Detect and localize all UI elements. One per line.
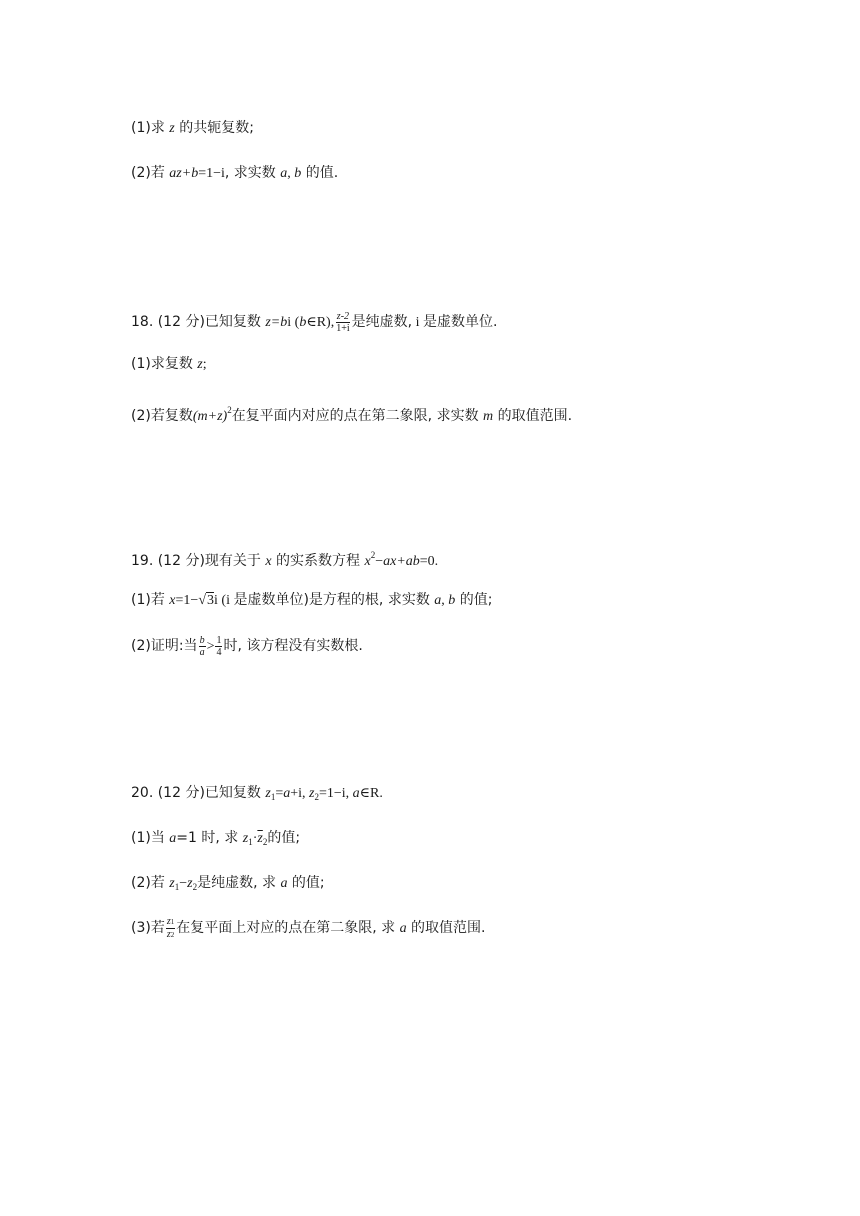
part-label: (2) [131, 408, 151, 424]
q17-part-2: (2)若 az+b=1−i, 求实数 a, b 的值. [131, 165, 339, 181]
question-score: (12 分) [153, 785, 205, 801]
q18-part-1: (1)求复数 z; [131, 356, 207, 372]
fraction: $\frac{b}{a}$ [199, 634, 205, 658]
q20-part-1: (1)当 a=1 时, 求 $z_1\cdot\overline{z}_2$的值; [131, 830, 301, 847]
q19-part-1: (1)若 x=1−√3i (i 是虚数单位)是方程的根, 求实数 a, b 的值; [131, 592, 493, 608]
part-label: (3) [131, 920, 151, 936]
part-label: (2) [131, 638, 151, 654]
q20-part-3: (3)若 $\frac{z1}{z2}$ 在复平面上对应的点在第二象限, 求 a 的取值范围. [131, 915, 486, 940]
q20-part-2: (2)若 $z_1-z_2$是纯虚数, 求 a 的值; [131, 875, 325, 892]
q17-part-1: (1)求 z 的共轭复数; [131, 120, 254, 136]
part-label: (1) [131, 356, 151, 372]
part-label: (2) [131, 875, 151, 891]
q18-heading: 18. (12 分)已知复数 z=bi (b∈R), $\frac{z-2}{1+i}$ 是纯虚数, i 是虚数单位. [131, 310, 498, 334]
part-label: (1) [131, 120, 151, 136]
conjugate-z: $\overline{z}$ [257, 831, 263, 846]
part-label: (1) [131, 830, 151, 846]
question-score: (12 分) [153, 314, 205, 330]
fraction: $\frac{z-2}{1+i}$ [336, 310, 350, 334]
q20-heading: 20. (12 分)已知复数 $z_1=a+i$, $z_2=1-i$, a∈R. [131, 785, 383, 802]
question-number: 20. [131, 785, 154, 801]
fraction: $\frac{1}{4}$ [216, 634, 222, 658]
q18-part-2: (2)若复数$(m+z)^2$在复平面内对应的点在第二象限, 求实数 m 的取值范围. [131, 405, 573, 424]
question-score: (12 分) [153, 553, 205, 569]
sqrt-symbol: √ [198, 593, 206, 608]
question-number: 19. [131, 553, 154, 569]
q19-part-2: (2)证明:当 $\frac{b}{a}$ > $\frac{1}{4}$ 时, 该方程没有实数根. [131, 634, 363, 658]
part-label: (2) [131, 165, 151, 181]
part-label: (1) [131, 592, 151, 608]
fraction: $\frac{z1}{z2}$ [166, 915, 175, 940]
question-number: 18. [131, 314, 154, 330]
q19-heading: 19. (12 分)现有关于 x 的实系数方程 $x^2-ax+ab=0$. [131, 550, 439, 569]
